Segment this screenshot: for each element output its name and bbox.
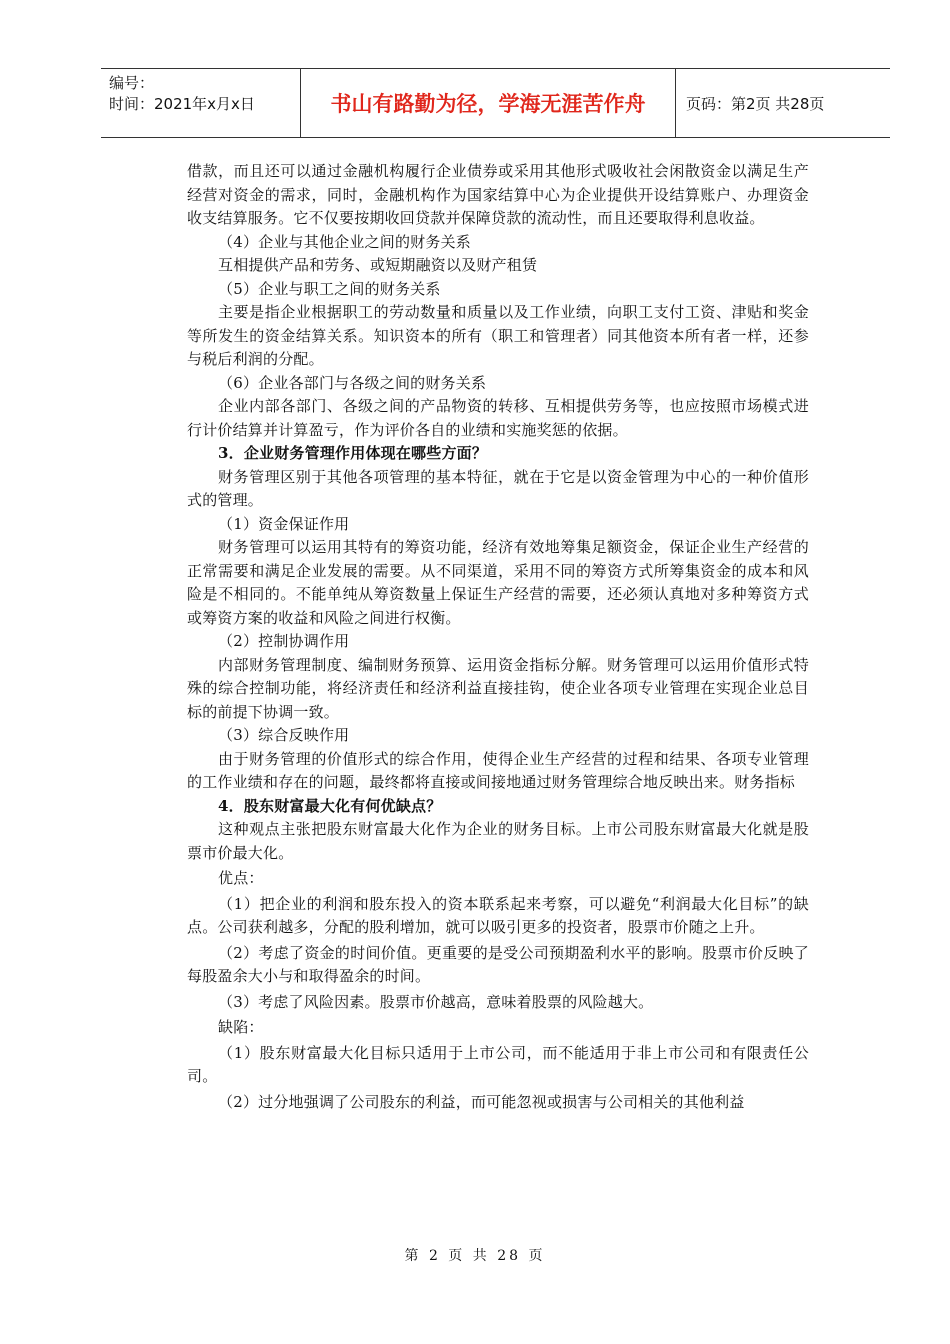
subheading: 优点： [218,869,264,887]
page-footer: 第 2 页 共 28 页 [404,1248,546,1264]
subheading: （4）企业与其他企业之间的财务关系 [218,232,471,251]
section-heading: 3．企业财务管理作用体现在哪些方面？ [218,444,488,462]
paragraph: （2）考虑了资金的时间价值。更重要的是受公司预期盈利水平的影响。股票市价反映了每股盈余大小与和取得盈余的时间。 [187,943,809,985]
paragraph: （3）考虑了风险因素。股票市价越高，意味着股票的风险越大。 [218,992,654,1011]
subheading: （1）资金保证作用 [218,514,350,533]
paragraph: 借款，而且还可以通过金融机构履行企业债券或采用其他形式吸收社会闲散资金以满足生产经营对资金的需求，同时，金融机构作为国家结算中心为企业提供开设结算账户、办理资金收支结算服务。它不仅要按期收回贷款并保障贷款的流动性，而且还要取得利息收益。 [187,162,809,227]
paragraph: 互相提供产品和劳务、或短期融资以及财产租赁 [218,256,538,274]
subheading: （3）综合反映作用 [218,726,350,744]
header-motto: 书山有路勤为径，学海无涯苦作舟 [301,69,676,137]
subheading: 缺陷： [218,1018,264,1036]
paragraph: （1）把企业的利润和股东投入的资本联系起来考察，可以避免“利润最大化目标”的缺点。公司获利越多，分配的股利增加，就可以吸引更多的投资者，股票市价随之上升。 [187,894,809,936]
paragraph: 财务管理可以运用其特有的筹资功能，经济有效地筹集足额资金，保证企业生产经营的正常需要和满足企业发展的需要。从不同渠道，采用不同的筹资方式所筹集资金的成本和风险是不相同的。不能单纯从筹资数量上保证生产经营的需要，还必须认真地对多种筹资方式或筹资方案的收益和风险之间进行权衡。 [187,538,809,627]
paragraph: 主要是指企业根据职工的劳动数量和质量以及工作业绩，向职工支付工资、津贴和奖金等所发生的资金结算关系。知识资本的所有（职工和管理者）同其他资本所有者一样，还参与税后利润的分配。 [187,303,809,368]
header-meta [101,69,301,137]
page-header [101,68,890,138]
section-heading: 4．股东财富最大化有何优缺点？ [218,796,442,815]
subheading: （5）企业与职工之间的财务关系 [218,279,441,298]
header-page-label: 页码：第2页 共28页 [686,94,825,113]
paragraph: 这种观点主张把股东财富最大化作为企业的财务目标。上市公司股东财富最大化就是股票市价最大化。 [187,820,809,862]
subheading: （6）企业各部门与各级之间的财务关系 [218,373,487,392]
paragraph: 内部财务管理制度、编制财务预算、运用资金指标分解。财务管理可以运用价值形式特殊的综合控制功能，将经济责任和经济利益直接挂钩，使企业各项专业管理在实现企业总目标的前提下协调一致。 [187,655,809,721]
date-label: 时间：2021年x月x日 [109,95,255,113]
code-label: 编号： [109,74,155,92]
subheading: （2）控制协调作用 [218,632,350,650]
paragraph: （2）过分地强调了公司股东的利益，而可能忽视或损害与公司相关的其他利益 [218,1092,745,1111]
paragraph: 由于财务管理的价值形式的综合作用，使得企业生产经营的过程和结果、各项专业管理的工作业绩和存在的问题，最终都将直接或间接地通过财务管理综合地反映出来。财务指标 [187,749,809,791]
paragraph: 企业内部各部门、各级之间的产品物资的转移、互相提供劳务等，也应按照市场模式进行计价结算并计算盈亏，作为评价各自的业绩和实施奖惩的依据。 [187,397,809,439]
paragraph: （1）股东财富最大化目标只适用于上市公司，而不能适用于非上市公司和有限责任公司。 [187,1043,809,1085]
paragraph: 财务管理区别于其他各项管理的基本特征，就在于它是以资金管理为中心的一种价值形式的管理。 [187,467,809,509]
document-body [187,160,809,1114]
